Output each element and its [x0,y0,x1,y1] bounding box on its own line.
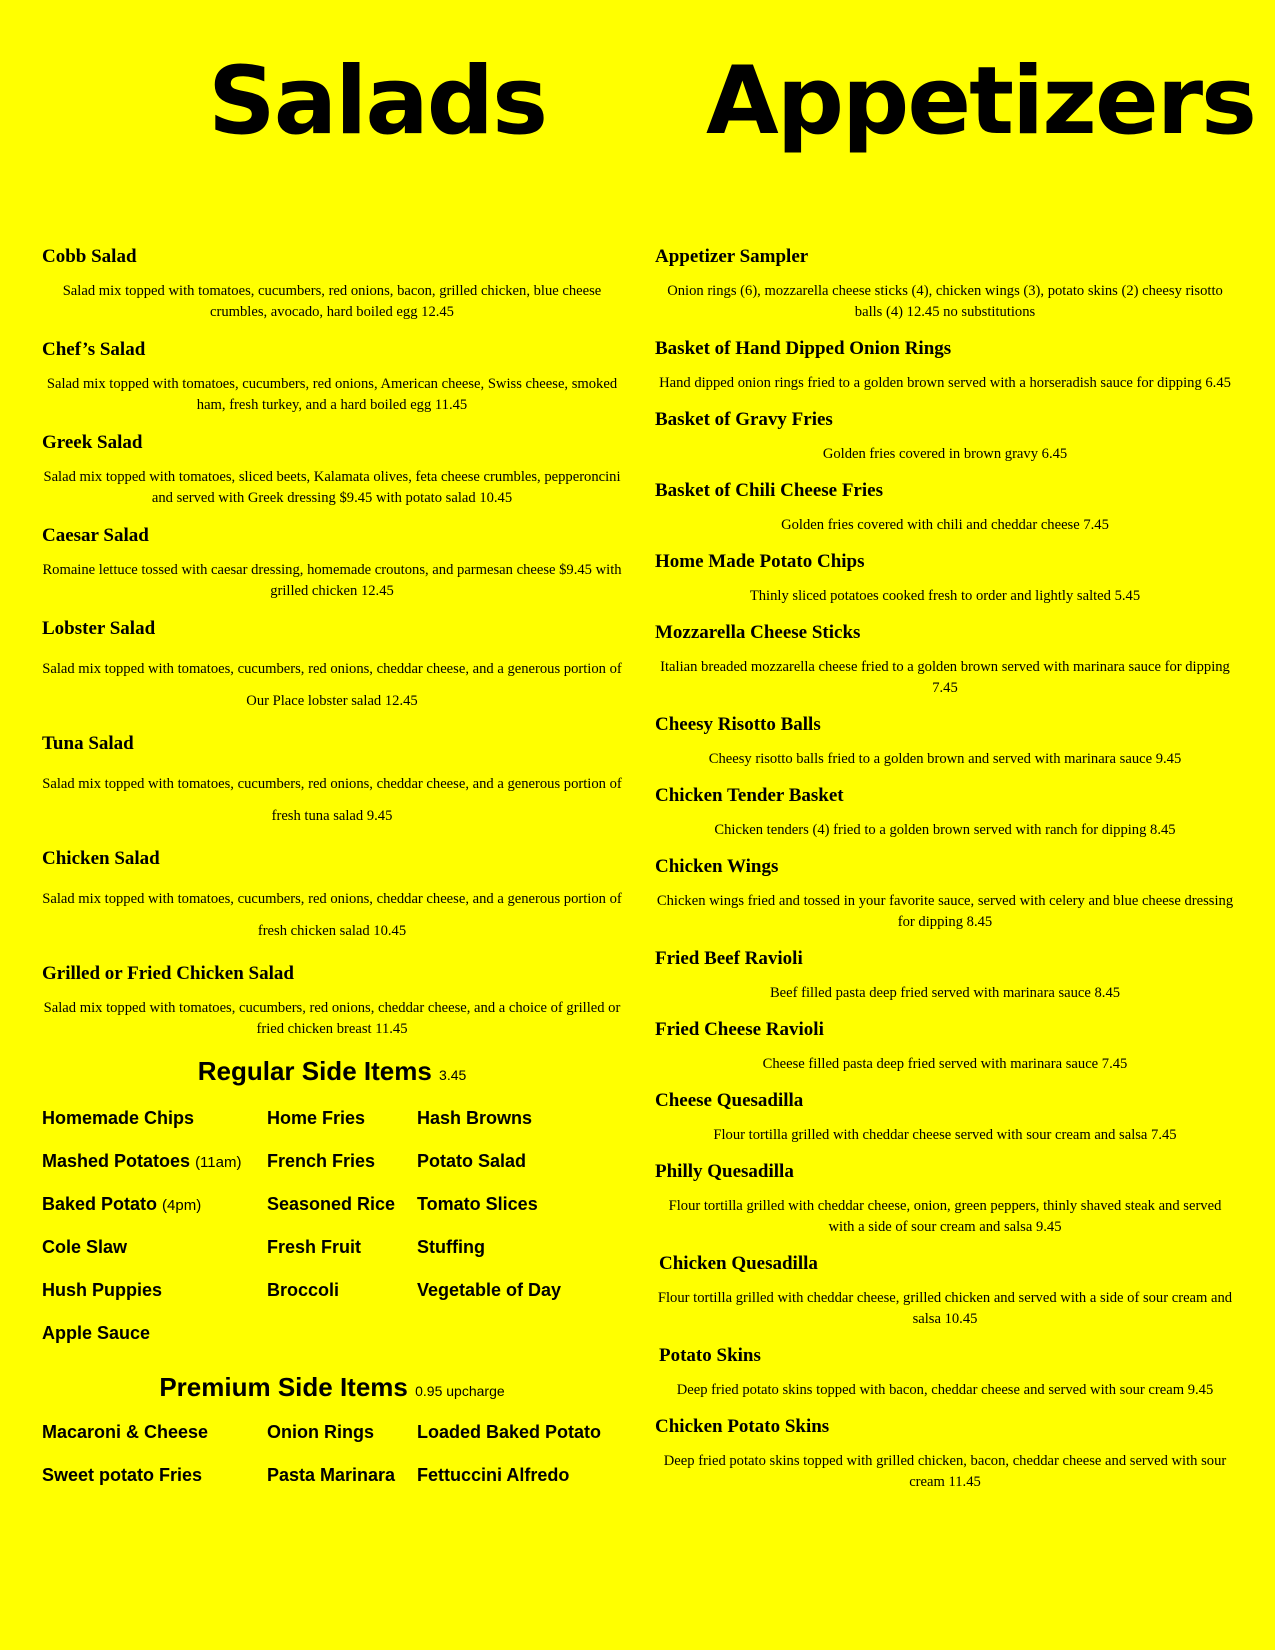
table-row [42,1183,622,1226]
appetizers-list [655,246,1235,1508]
side-item: Hush Puppies [42,1280,163,1300]
list-item [655,1345,1235,1401]
list-item [655,1161,1235,1238]
item-desc: Salad mix topped with tomatoes, sliced beets, Kalamata olives, feta cheese crumbles, pepperoncini and served with Greek dressing $9.45 with potato salad 10.45 [43,469,621,506]
item-name: Basket of Gravy Fries [655,409,833,430]
list-item [42,432,622,509]
item-desc: Salad mix topped with tomatoes, cucumbers, red onions, cheddar cheese, and a choice of grilled or fried chicken breast 11.45 [43,1000,621,1037]
item-desc: Chicken wings fried and tossed in your favorite sauce, served with celery and blue cheese dressing for dipping 8.45 [656,893,1234,930]
premium-sides [42,1372,622,1497]
side-item: Macaroni & Cheese [42,1422,209,1442]
list-item [655,948,1235,1004]
list-item [655,338,1235,394]
regular-sides-price: 3.45 [439,1067,467,1083]
item-desc: Flour tortilla grilled with cheddar cheese served with sour cream and salsa 7.45 [713,1127,1177,1143]
item-name: Philly Quesadilla [655,1161,794,1182]
side-item: Broccoli [267,1280,340,1300]
table-row [42,1269,622,1312]
salads-list [42,246,622,1056]
premium-sides-price: 0.95 upcharge [415,1383,505,1399]
item-name: Lobster Salad [42,618,156,639]
side-item: Mashed Potatoes [42,1151,191,1171]
item-name: Greek Salad [42,432,143,453]
list-item [655,551,1235,607]
item-name: Appetizer Sampler [655,246,809,267]
item-name: Fried Cheese Ravioli [655,1019,824,1040]
item-name: Cheese Quesadilla [655,1090,804,1111]
list-item [655,785,1235,841]
list-item [655,1253,1235,1330]
item-desc: Salad mix topped with tomatoes, cucumbers, red onions, cheddar cheese, and a generous portion of Our Place lobster salad 12.45 [42,661,622,709]
side-item: Loaded Baked Potato [417,1422,602,1442]
item-desc: Golden fries covered in brown gravy 6.45 [822,446,1068,462]
item-desc: Thinly sliced potatoes cooked fresh to order and lightly salted 5.45 [749,588,1141,604]
regular-sides-title [42,1056,622,1087]
item-name: Home Made Potato Chips [655,551,865,572]
side-item: Seasoned Rice [267,1194,396,1214]
list-item [42,339,622,416]
item-desc: Golden fries covered with chili and cheddar cheese 7.45 [781,517,1109,533]
item-desc: Flour tortilla grilled with cheddar cheese, onion, green peppers, thinly shaved steak and served with a side of sour cream and salsa 9.45 [668,1198,1222,1235]
regular-sides-grid [42,1097,622,1355]
item-desc: Romaine lettuce tossed with caesar dressing, homemade croutons, and parmesan cheese $9.45 with grilled chicken 12.45 [42,562,622,599]
list-item [655,1019,1235,1075]
item-desc: Cheesy risotto balls fried to a golden brown and served with marinara sauce 9.45 [708,751,1182,767]
list-item [655,1090,1235,1146]
list-item [655,714,1235,770]
table-row [42,1312,622,1355]
side-item-cell [42,1194,267,1215]
side-item: Pasta Marinara [267,1465,396,1485]
premium-sides-grid [42,1411,622,1497]
list-item [42,618,622,717]
table-row [42,1226,622,1269]
side-item: Tomato Slices [417,1194,538,1214]
list-item [655,246,1235,323]
appetizers-title: Appetizers [706,47,1256,156]
item-desc: Italian breaded mozzarella cheese fried to a golden brown served with marinara sauce for dipping 7.45 [660,659,1230,696]
item-name: Chicken Wings [655,856,779,877]
item-name: Caesar Salad [42,525,149,546]
table-row [42,1411,622,1454]
side-item: Home Fries [267,1108,366,1128]
item-name: Basket of Hand Dipped Onion Rings [655,338,952,359]
item-name: Chicken Potato Skins [655,1416,830,1437]
item-name: Potato Skins [659,1345,761,1366]
item-desc: Cheese filled pasta deep fried served with marinara sauce 7.45 [762,1056,1128,1072]
item-name: Cheesy Risotto Balls [655,714,821,735]
table-row [42,1097,622,1140]
item-desc: Hand dipped onion rings fried to a golden brown served with a horseradish sauce for dipping 6.45 [659,375,1231,391]
list-item [655,409,1235,465]
item-name: Chicken Salad [42,848,160,869]
side-item: French Fries [267,1151,376,1171]
side-item: Baked Potato [42,1194,158,1214]
list-item [42,848,622,947]
table-row [42,1140,622,1183]
salads-title: Salads [208,47,547,156]
side-item-note: (11am) [195,1154,242,1171]
side-item: Sweet potato Fries [42,1465,203,1485]
item-name: Chicken Tender Basket [655,785,844,806]
side-item: Cole Slaw [42,1237,128,1257]
premium-sides-heading: Premium Side Items [159,1372,408,1402]
item-desc: Beef filled pasta deep fried served with marinara sauce 8.45 [769,985,1121,1001]
item-name: Grilled or Fried Chicken Salad [42,963,294,984]
item-name: Chicken Quesadilla [659,1253,818,1274]
item-desc: Salad mix topped with tomatoes, cucumbers, red onions, American cheese, Swiss cheese, smoked ham, fresh turkey, and a hard boiled egg 11.45 [46,376,618,413]
side-item-note: (4pm) [162,1197,202,1214]
side-item: Vegetable of Day [417,1280,562,1300]
item-desc: Salad mix topped with tomatoes, cucumbers, red onions, bacon, grilled chicken, blue cheese crumbles, avocado, hard boiled egg 12.45 [62,283,602,320]
list-item [42,733,622,832]
item-desc: Chicken tenders (4) fried to a golden brown served with ranch for dipping 8.45 [714,822,1176,838]
item-desc: Onion rings (6), mozzarella cheese sticks (4), chicken wings (3), potato skins (2) cheesy risotto balls (4) 12.45 no substitutions [667,283,1223,320]
item-name: Chef’s Salad [42,339,146,360]
list-item [655,480,1235,536]
side-item-cell [42,1151,267,1172]
item-name: Fried Beef Ravioli [655,948,803,969]
side-item: Apple Sauce [42,1323,151,1343]
regular-sides [42,1056,622,1355]
item-desc: Deep fried potato skins topped with bacon, cheddar cheese and served with sour cream 9.45 [676,1382,1214,1398]
list-item [655,856,1235,933]
item-desc: Flour tortilla grilled with cheddar cheese, grilled chicken and served with a side of sour cream and salsa 10.45 [657,1290,1233,1327]
item-name: Cobb Salad [42,246,137,267]
item-name: Tuna Salad [42,733,134,754]
item-desc: Salad mix topped with tomatoes, cucumbers, red onions, cheddar cheese, and a generous portion of fresh tuna salad 9.45 [42,776,622,824]
list-item [655,1416,1235,1493]
list-item [42,963,622,1040]
regular-sides-heading: Regular Side Items [197,1056,432,1086]
side-item: Fettuccini Alfredo [417,1465,570,1485]
item-name: Mozzarella Cheese Sticks [655,622,861,643]
side-item: Onion Rings [267,1422,374,1442]
item-desc: Deep fried potato skins topped with grilled chicken, bacon, cheddar cheese and served with sour cream 11.45 [663,1453,1227,1490]
side-item: Potato Salad [417,1151,527,1171]
list-item [42,246,622,323]
list-item [42,525,622,602]
side-item: Stuffing [417,1237,485,1257]
table-row [42,1454,622,1497]
side-item: Fresh Fruit [267,1237,362,1257]
item-desc: Salad mix topped with tomatoes, cucumbers, red onions, cheddar cheese, and a generous portion of fresh chicken salad 10.45 [42,891,622,939]
side-item: Homemade Chips [42,1108,195,1128]
item-name: Basket of Chili Cheese Fries [655,480,883,501]
premium-sides-title [42,1372,622,1403]
side-item: Hash Browns [417,1108,533,1128]
list-item [655,622,1235,699]
